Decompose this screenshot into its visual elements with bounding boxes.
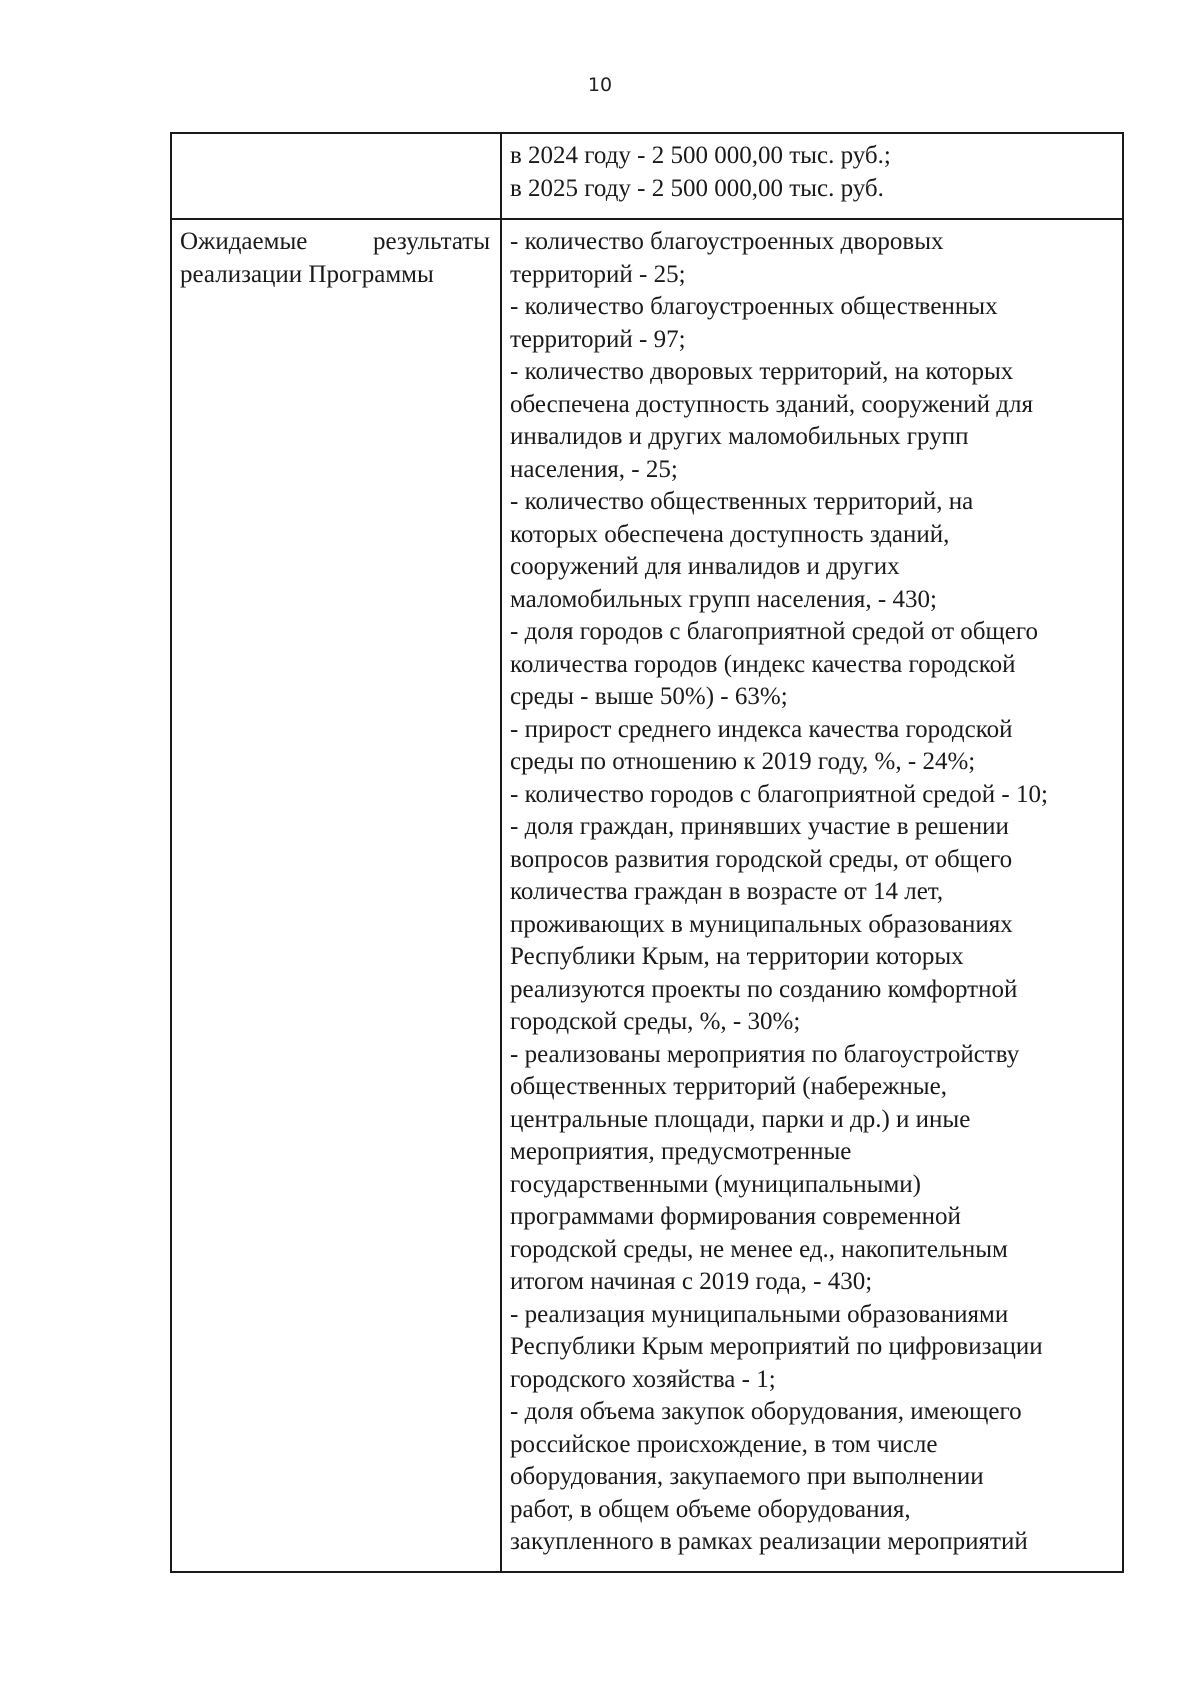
result-line: среды по отношению к 2019 году, %, - 24%;: [510, 748, 976, 775]
row-label-word: результаты: [373, 228, 490, 255]
result-line: - прирост среднего индекса качества городской: [510, 715, 1013, 743]
result-line: городского хозяйства - 1;: [510, 1365, 776, 1393]
result-line: обеспечена доступность зданий, сооружений для: [510, 390, 1033, 418]
result-line: итогом начиная с 2019 года, - 430;: [510, 1268, 873, 1295]
result-line: территорий - 25;: [510, 260, 686, 288]
result-line: работ, в общем объеме оборудования,: [510, 1495, 911, 1523]
result-line: проживающих в муниципальных образованиях: [510, 910, 1013, 938]
page-number: 10: [587, 74, 613, 96]
result-line: - реализация муниципальными образованиями: [510, 1300, 1009, 1328]
result-line: - количество общественных территорий, на: [510, 488, 974, 515]
expected-results-row: [171, 219, 1123, 1572]
result-line: - количество благоустроенных дворовых: [510, 228, 944, 255]
result-line: реализуются проекты по созданию комфортной: [510, 975, 1018, 1003]
funding-line: в 2025 году - 2 500 000,00 тыс. руб.: [510, 174, 884, 202]
expected-results-label-cell: [171, 219, 501, 1572]
result-line: сооружений для инвалидов и других: [510, 553, 900, 580]
result-line: российское происхождение, в том числе: [510, 1430, 938, 1458]
result-line: мероприятия, предусмотренные: [510, 1138, 852, 1165]
funding-content-cell: [501, 133, 1123, 219]
result-line: государственными (муниципальными): [510, 1170, 921, 1198]
result-line: среды - выше 50%) - 63%;: [510, 683, 788, 710]
result-line: - реализованы мероприятия по благоустройству: [510, 1040, 1020, 1068]
result-line: - доля городов с благоприятной средой от общего: [510, 618, 1038, 645]
result-line: которых обеспечена доступность зданий,: [510, 520, 950, 548]
result-line: оборудования, закупаемого при выполнении: [510, 1463, 984, 1490]
program-passport-table: [170, 132, 1124, 1573]
expected-results-content-cell: [501, 219, 1123, 1572]
row-label-line: [180, 226, 490, 259]
result-line: количества граждан в возрасте от 14 лет,: [510, 878, 944, 905]
funding-row: [171, 133, 1123, 219]
result-line: программами формирования современной: [510, 1203, 961, 1230]
result-line: городской среды, не менее ед., накопительным: [510, 1235, 1008, 1263]
result-line: общественных территорий (набережные,: [510, 1073, 947, 1100]
result-line: - количество городов с благоприятной средой - 10;: [510, 780, 1048, 808]
result-line: вопросов развития городской среды, от общего: [510, 845, 1013, 873]
result-line: Республики Крым, на территории которых: [510, 943, 964, 970]
row-label-word: Ожидаемые: [180, 228, 308, 255]
result-line: маломобильных групп населения, - 430;: [510, 585, 937, 613]
funding-line: в 2024 году - 2 500 000,00 тыс. руб.;: [510, 142, 891, 169]
result-line: - количество благоустроенных общественных: [510, 293, 998, 320]
result-line: - доля объема закупок оборудования, имеющего: [510, 1398, 1022, 1425]
funding-label-cell: [171, 133, 501, 219]
result-line: центральные площади, парки и др.) и иные: [510, 1105, 971, 1133]
result-line: - доля граждан, принявших участие в решении: [510, 813, 1009, 840]
result-line: Республики Крым мероприятий по цифровизации: [510, 1333, 1043, 1360]
result-line: инвалидов и других маломобильных групп: [510, 423, 969, 450]
result-line: - количество дворовых территорий, на которых: [510, 358, 1014, 385]
result-line: территорий - 97;: [510, 325, 686, 353]
row-label-line: реализации Программы: [180, 260, 434, 288]
result-line: населения, - 25;: [510, 455, 678, 483]
result-line: закупленного в рамках реализации мероприятий: [510, 1528, 1028, 1555]
result-line: городской среды, %, - 30%;: [510, 1008, 801, 1035]
result-line: количества городов (индекс качества городской: [510, 650, 1016, 678]
